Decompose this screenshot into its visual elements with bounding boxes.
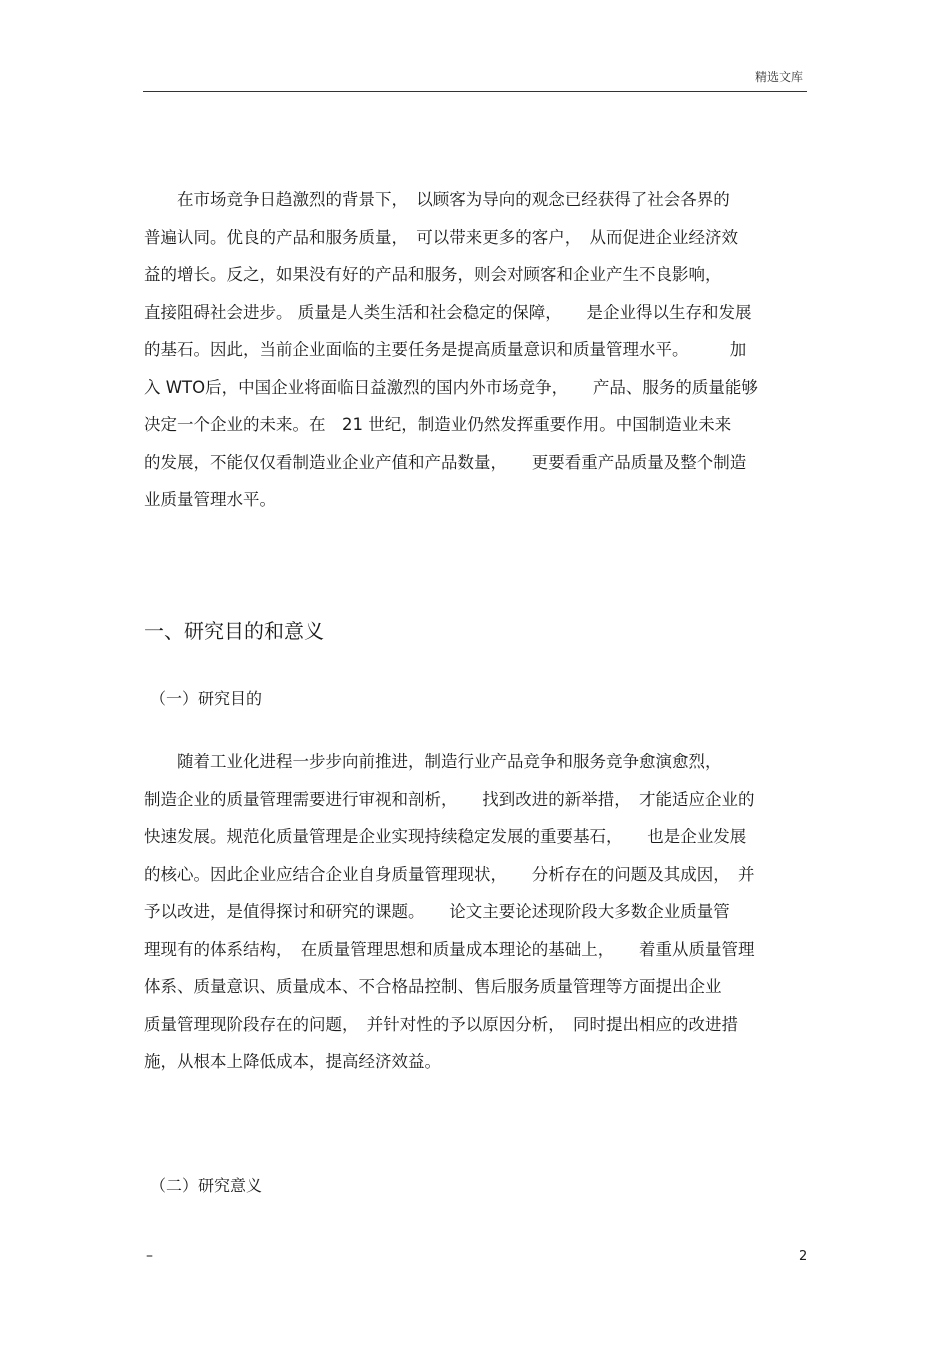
- paragraph-line: 体系、质量意识、质量成本、不合格品控制、售后服务质量管理等方面提出企业: [144, 977, 722, 996]
- paragraph-line: 直接阻碍社会进步。 质量是人类生活和社会稳定的保障， 是企业得以生存和发展: [144, 303, 752, 322]
- page-header: [143, 66, 807, 92]
- footer-dash: –: [146, 1248, 153, 1264]
- paragraph-line: 的基石。因此，当前企业面临的主要任务是提高质量意识和质量管理水平。 加: [144, 340, 747, 359]
- page-number: 2: [799, 1249, 808, 1264]
- paragraph-line: 决定一个企业的未来。在 21 世纪，制造业仍然发挥重要作用。中国制造业未来: [144, 415, 732, 434]
- paragraph-line: 在市场竞争日趋激烈的背景下， 以顾客为导向的观念已经获得了社会各界的: [144, 190, 730, 209]
- paragraph-line: 快速发展。规范化质量管理是企业实现持续稳定发展的重要基石， 也是企业发展: [144, 827, 747, 846]
- paragraph-line: 的发展，不能仅仅看制造业企业产值和产品数量， 更要看重产品质量及整个制造: [144, 453, 747, 472]
- paragraph-line: 制造企业的质量管理需要进行审视和剖析， 找到改进的新举措， 才能适应企业的: [144, 790, 755, 809]
- subsection-title: （二）研究意义: [150, 1176, 263, 1195]
- paragraph-line: 入 WTO后，中国企业将面临日益激烈的国内外市场竞争， 产品、服务的质量能够: [144, 378, 758, 397]
- paragraph-line: 质量管理现阶段存在的问题， 并针对性的予以原因分析， 同时提出相应的改进措: [144, 1015, 738, 1034]
- paragraph-line: 施，从根本上降低成本，提高经济效益。: [144, 1052, 441, 1071]
- paragraph-line: 予以改进，是值得探讨和研究的课题。 论文主要论述现阶段大多数企业质量管: [144, 902, 730, 921]
- subsection-title: （一）研究目的: [150, 689, 263, 708]
- paragraph-line: 益的增长。反之，如果没有好的产品和服务，则会对顾客和企业产生不良影响，: [144, 265, 722, 284]
- paragraph-line: 业质量管理水平。: [144, 490, 276, 509]
- section-title: 一、研究目的和意义: [144, 619, 324, 643]
- paragraph-line: 理现有的体系结构， 在质量管理思想和质量成本理论的基础上， 着重从质量管理: [144, 940, 755, 959]
- paragraph-line: 随着工业化进程一步步向前推进，制造行业产品竞争和服务竞争愈演愈烈，: [144, 752, 722, 771]
- paragraph-line: 的核心。因此企业应结合企业自身质量管理现状， 分析存在的问题及其成因， 并: [144, 865, 755, 884]
- header-title: 精选文库: [754, 70, 803, 84]
- paragraph-line: 普遍认同。优良的产品和服务质量， 可以带来更多的客户， 从而促进企业经济效: [144, 228, 738, 247]
